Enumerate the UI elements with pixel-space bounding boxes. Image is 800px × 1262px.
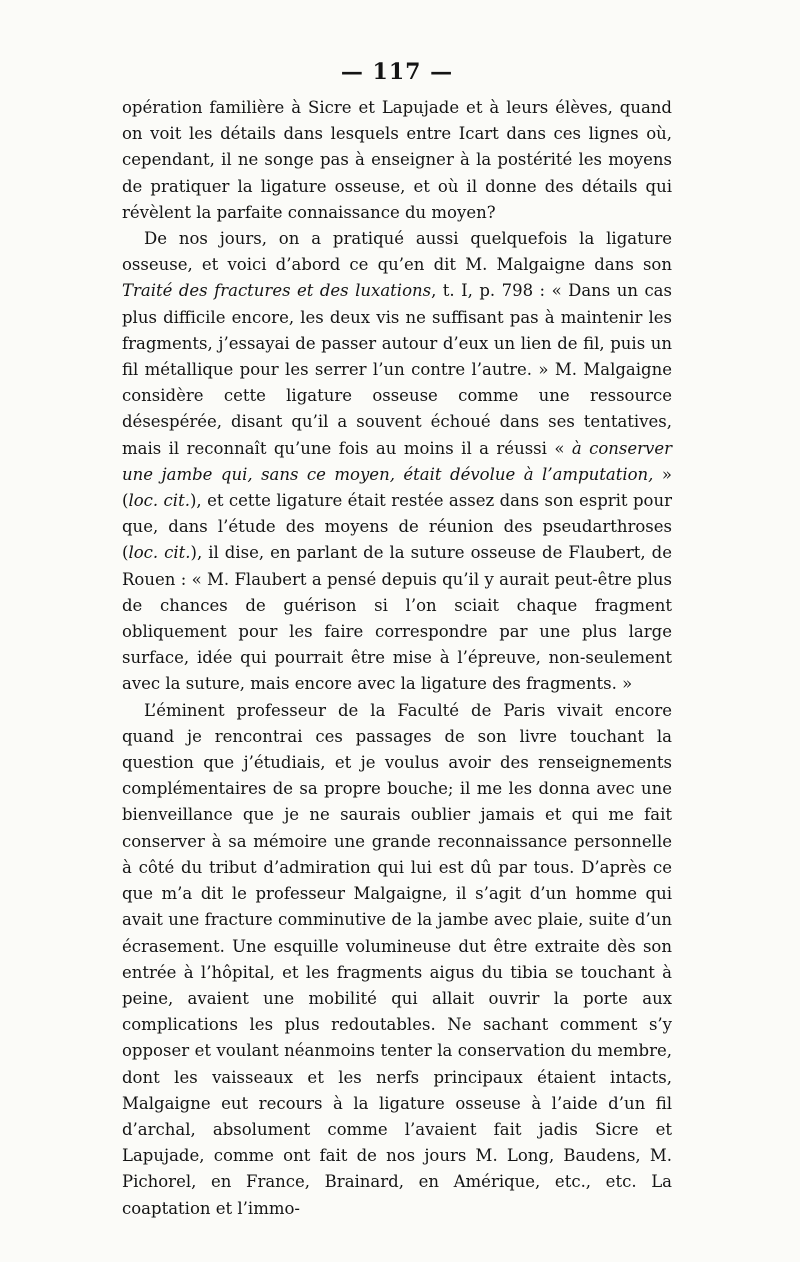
italic-segment: loc. cit. <box>128 491 190 511</box>
italic-segment: Traité des fractures et des luxations <box>122 281 432 301</box>
paragraph-1 <box>122 95 672 226</box>
italic-segment: loc. cit. <box>128 543 191 563</box>
italic-segment: à conserver une jambe qui, sans ce moyen, était dévolue à l’amputation, <box>122 438 672 484</box>
text-segment: ), il dise, en parlant de la suture osseuse de Flaubert, de Rouen : « M. Flaubert a pensé depuis qu’il y aurait peut-être plus de chances de guérison si l’on sciait chaque fragment obliquement pour les faire correspondre par une plus large surface, idée qui pourrait être mise à l’épreuve, non-seulement avec la suture, mais encore avec la ligature des fragments. » <box>122 543 672 694</box>
text-segment: opération familière à Sicre et Lapujade et à leurs élèves, quand on voit les détails dans lesquels entre Icart dans ces lignes où, cependant, il ne songe pas à enseigner à la postérité les moyens de pratiquer la ligature osseuse, et où il donne des détails qui révèlent la parfaite connaissance du moyen? <box>122 98 672 222</box>
text-segment: , t. I, p. 798 : « Dans un cas plus difficile encore, les deux vis ne suffisant pas à maintenir les fragments, j’essayai de passer autour d’eux un lien de fil, puis un fil métallique pour les serrer l’un contre l’autre. » M. Malgaigne considère cette ligature osseuse comme une ressource désespérée, disant qu’il a souvent échoué dans ses tentatives, mais il reconnaît qu’une fois au moins il a réussi « <box>122 281 672 458</box>
text-segment: ), et cette ligature était restée assez dans son esprit pour que, dans l’étude des moyens de réunion des pseudarthroses ( <box>122 491 672 563</box>
paragraph-2 <box>122 226 672 698</box>
text-segment: De nos jours, on a pratiqué aussi quelquefois la ligature osseuse, et voici d’abord ce qu’en dit M. Malgaigne dans son <box>122 229 672 275</box>
text-segment: L’éminent professeur de la Faculté de Paris vivait encore quand je rencontrai ces passages de son livre touchant la question que j’étudiais, et je voulus avoir des renseignements complémentaires de sa propre bouche; il me les donna avec une bienveillance que je ne saurais oublier jamais et qui me fait conserver à sa mémoire une grande reconnaissance personnelle à côté du tribut d’admiration qui lui est dû par tous. D’après ce que m’a dit le professeur Malgaigne, il s’agit d’un homme qui avait une fracture comminutive de la jambe avec plaie, suite d’un écrasement. Une esquille volumineuse dut être extraite dès son entrée à l’hôpital, et les fragments aigus du tibia se touchant à peine, avaient une mobilité qui allait ouvrir la porte aux complications les plus redoutables. Ne sachant comment s’y opposer et voulant néanmoins tenter la conservation du membre, dont les vaisseaux et les nerfs principaux étaient intacts, Malgaigne eut recours à la ligature osseuse à l’aide d’un fil d’archal, absolument comme l’avaient fait jadis Sicre et Lapujade, comme ont fait de nos jours M. Long, Baudens, M. Pichorel, en France, Brainard, en Amérique, etc., etc. La coaptation et l’immo- <box>122 700 672 1218</box>
paragraph-3 <box>122 698 672 1222</box>
page-number: — 117 — <box>340 59 454 85</box>
text-segment: » ( <box>122 464 673 511</box>
body-text <box>122 95 672 1222</box>
